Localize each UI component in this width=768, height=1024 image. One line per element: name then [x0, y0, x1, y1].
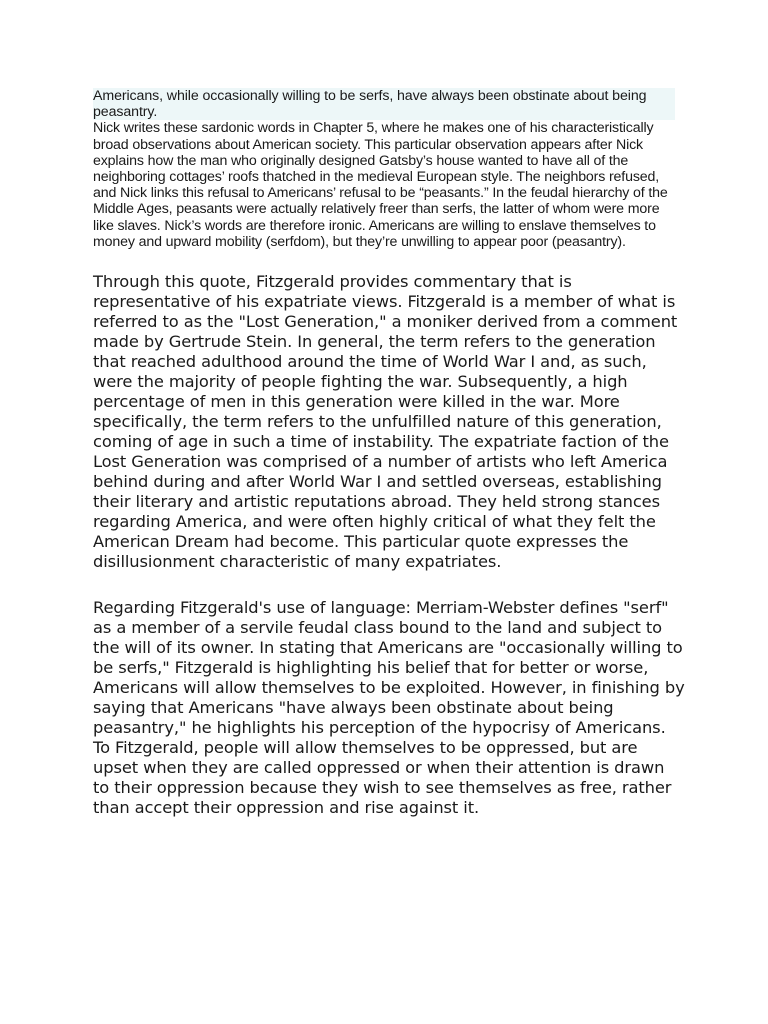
- highlighted-quote: Americans, while occasionally willing to be serfs, have always been obstinate about being peasantry.: [93, 88, 675, 120]
- analysis-paragraph-language: Regarding Fitzgerald's use of language: Merriam-Webster defines "serf" as a member of a servile feudal class bound to the land and subject to the will of its owner. In stating that Americans are "occasionally willing to be serfs," Fitzgerald is highlighting his belief that for better or worse, Americans will allow themselves to be exploited. However, in finishing by saying that Americans "have always been obstinate about being peasantry," he highlights his perception of the hypocrisy of Americans. To Fitzgerald, people will allow themselves to be oppressed, but are upset when they are called oppressed or when their attention is drawn to their oppression because they wish to see themselves as free, rather than accept their oppression and rise against it.: [93, 598, 685, 818]
- document-page: [93, 88, 683, 818]
- quote-explanation: Nick writes these sardonic words in Chapter 5, where he makes one of his characteristically broad observations about American society. This particular observation appears after Nick explains how the man who originally designed Gatsby’s house wanted to have all of the neighboring cottages’ roofs thatched in the medieval European style. The neighbors refused, and Nick links this refusal to Americans’ refusal to be “peasants.” In the feudal hierarchy of the Middle Ages, peasants were actually relatively freer than serfs, the latter of whom were more like slaves. Nick’s words are therefore ironic. Americans are willing to enslave themselves to money and upward mobility (serfdom), but they’re unwilling to appear poor (peasantry).: [93, 120, 668, 250]
- analysis-paragraph-lost-generation: Through this quote, Fitzgerald provides commentary that is representative of his expatriate views. Fitzgerald is a member of what is referred to as the "Lost Generation," a moniker derived from a comment made by Gertrude Stein. In general, the term refers to the generation that reached adulthood around the time of World War I and, as such, were the majority of people fighting the war. Subsequently, a high percentage of men in this generation were killed in the war. More specifically, the term refers to the unfulfilled nature of this generation, coming of age in such a time of instability. The expatriate faction of the Lost Generation was comprised of a number of artists who left America behind during and after World War I and settled overseas, establishing their literary and artistic reputations abroad. They held strong stances regarding America, and were often highly critical of what they felt the American Dream had become. This particular quote expresses the disillusionment characteristic of many expatriates.: [93, 272, 678, 572]
